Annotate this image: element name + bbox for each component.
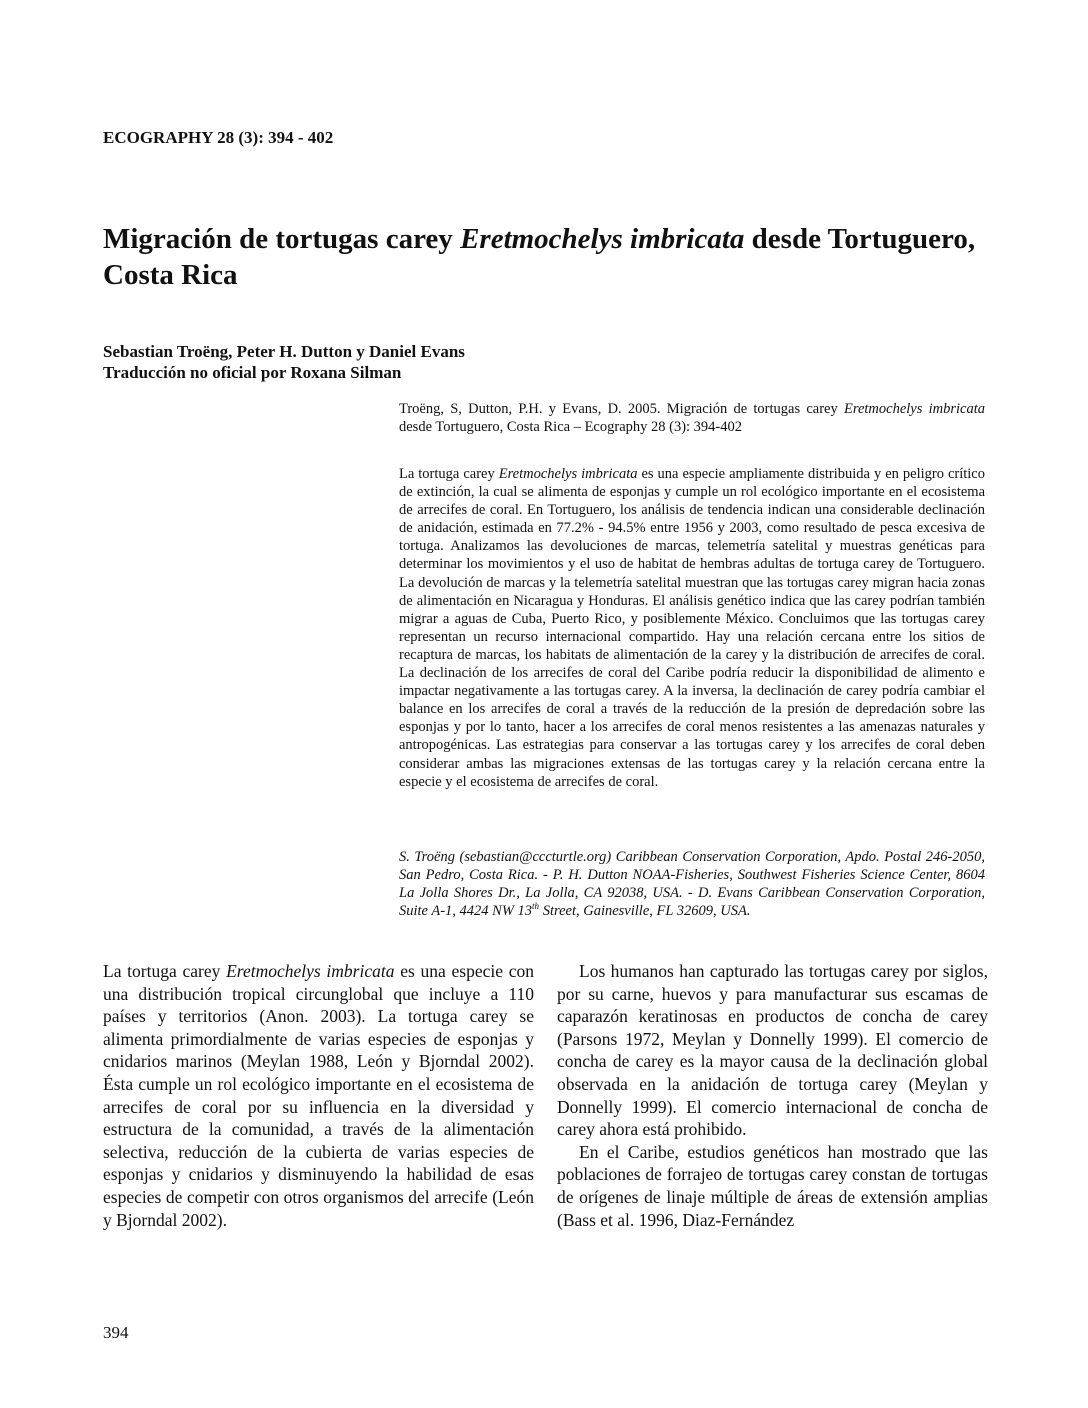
abstract-species: Eretmochelys imbricata [498, 466, 638, 482]
author-names: Sebastian Troëng, Peter H. Dutton y Daniel Evans [103, 342, 465, 361]
article-title [103, 221, 983, 293]
body-left-part-1: La tortuga carey [103, 961, 227, 981]
title-part-1: Migración de tortugas carey [103, 223, 461, 255]
journal-reference: ECOGRAPHY 28 (3): 394 - 402 [103, 128, 334, 147]
affiliation-part-2: Street, Gainesville, FL 32609, USA. [539, 903, 751, 919]
citation-part-2: desde Tortuguero, Costa Rica – Ecography 28 (3): 394-402 [399, 419, 743, 435]
affiliation-part-1: S. Troëng (sebastian@cccturtle.org) Caribbean Conservation Corporation, Apdo. Postal 246-2050, San Pedro, Costa Rica. - P. H. Dutton NOAA-Fisheries, Southwest Fisheries Science Center, 8604 La Jolla Shores Dr., La Jolla, CA 92038, USA. - D. Evans Caribbean Conservation Corporation, Suite A-1, 4424 NW 13 [399, 849, 985, 919]
affiliation-superscript: th [532, 901, 540, 912]
citation [399, 400, 985, 436]
citation-part-1: Troëng, S, Dutton, P.H. y Evans, D. 2005. Migración de tortugas carey [399, 401, 844, 417]
page-number: 394 [103, 1323, 129, 1342]
body-left-part-2: es una especie con una distribución tropical circunglobal que incluye a 110 países y territorios (Anon. 2003). La tortuga carey se alimenta primordialmente de varias especies de esponjas y cnidarios marinos (Meylan 1988, León y Bjorndal 2002). Ésta cumple un rol ecológico importante en el ecosistema de arrecifes de coral por su influencia en la diversidad y estructura de la comunidad, a través de la alimentación selectiva, reducción de la cubierta de varias especies de esponjas y cnidarios y disminuyendo la habilidad de esas especies de competir con otros organismos del arrecife (León y Bjorndal 2002). [103, 961, 534, 1230]
body-paragraph [103, 960, 534, 1231]
abstract-part-1: La tortuga carey [399, 466, 499, 482]
translation-note: Traducción no oficial por Roxana Silman [103, 363, 402, 382]
body-column-left [103, 960, 534, 1231]
body-column-right [557, 960, 988, 1231]
body-paragraph-2: En el Caribe, estudios genéticos han mostrado que las poblaciones de forrajeo de tortugas carey constan de tortugas de orígenes de linaje múltiple de áreas de extensión amplias (Bass et al. 1996, Diaz-Fernández [557, 1141, 988, 1230]
author-block [103, 341, 465, 383]
abstract [399, 465, 985, 791]
citation-species: Eretmochelys imbricata [843, 401, 985, 417]
title-species: Eretmochelys imbricata [460, 223, 745, 255]
title-part-2: desde Tortuguero, Costa Rica [103, 223, 976, 291]
abstract-part-2: es una especie ampliamente distribuida y en peligro crítico de extinción, la cual se alimenta de esponjas y cumple un rol ecológico importante en el ecosistema de arrecifes de coral. En Tortuguero, los análisis de tendencia indican una considerable declinación de anidación, estimada en 77.2% - 94.5% entre 1956 y 2003, como resultado de pesca excesiva de tortuga. Analizamos las devoluciones de marcas, telemetría satelital y muestras genéticas para determinar los movimientos y el uso de habitat de hembras adultas de tortuga carey de Tortuguero. La devolución de marcas y la telemetría satelital muestran que las tortugas carey migran hacia zonas de alimentación en Nicaragua y Honduras. El análisis genético indica que las carey podrían también migrar a aguas de Cuba, Puerto Rico, y posiblemente México. Concluimos que las tortugas carey representan un recurso internacional compartido. Hay una relación cercana entre los sitios de recaptura de marcas, los habitats de alimentación de la carey y la distribución de arrecifes de coral. La declinación de los arrecifes de coral del Caribe podría reducir la disponibilidad de alimento e impactar negativamente a las tortugas carey. A la inversa, la declinación de carey podría cambiar el balance en los arrecifes de coral a través de la reducción de la presión de depredación sobre las esponjas y por lo tanto, hacer a los arrecifes de coral menos resistentes a las amenazas naturales y antropogénicas. Las estrategias para conservar a las tortugas carey y los arrecifes de coral deben considerar ambas las migraciones extensas de las tortugas carey y la relación cercana entre la especie y el ecosistema de arrecifes de coral. [399, 466, 985, 790]
body-paragraph-1: Los humanos han capturado las tortugas carey por siglos, por su carne, huevos y para manufacturar sus escamas de caparazón keratinosas en productos de concha de carey (Parsons 1972, Meylan y Donnelly 1999). El comercio de concha de carey es la mayor causa de la declinación global observada en la anidación de tortuga carey (Meylan y Donnelly 1999). El comercio internacional de concha de carey ahora está prohibido. [557, 961, 988, 1140]
author-affiliations [399, 848, 985, 920]
body-left-species: Eretmochelys imbricata [226, 961, 395, 981]
